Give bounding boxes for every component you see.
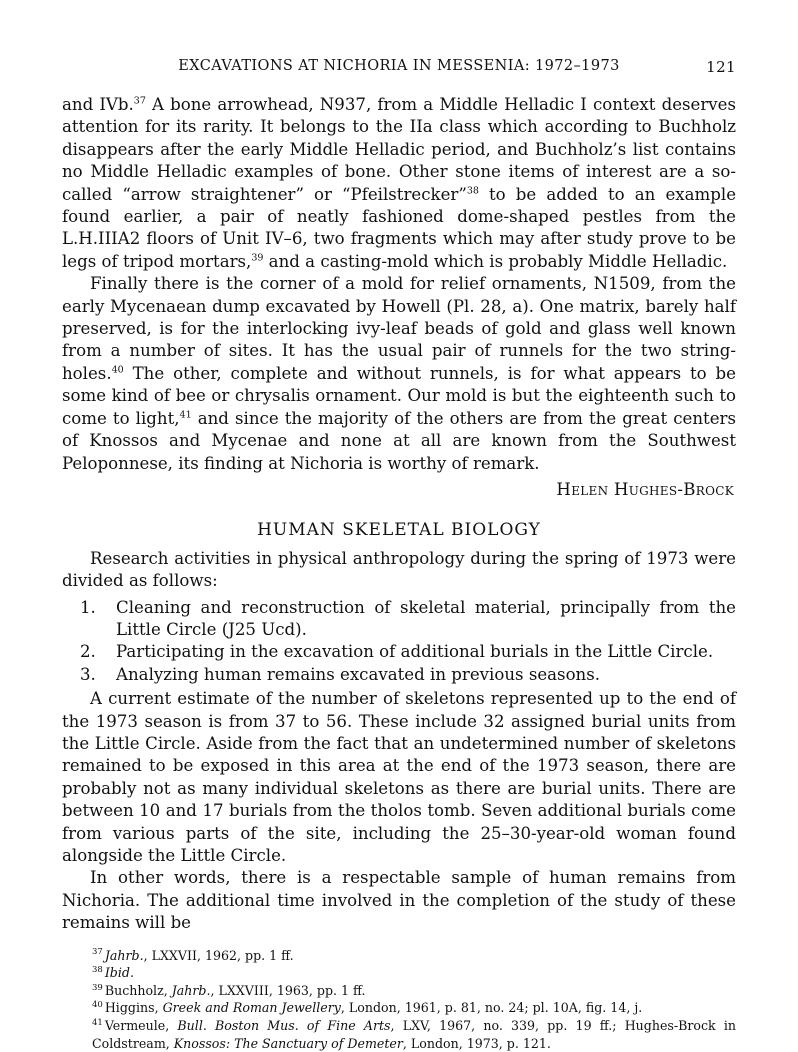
list-text: Cleaning and reconstruction of skeletal material, principally from the Little Circle (J25 Ucd). bbox=[116, 597, 736, 639]
footnote-italic: Greek and Roman Jewellery bbox=[162, 1000, 341, 1016]
footnote-text: Higgins, bbox=[104, 1000, 163, 1016]
footnote-text: , LXXVII, 1962, pp. 1 ff. bbox=[143, 947, 294, 963]
footnote-ref: 37 bbox=[133, 95, 146, 107]
text-run: The other, complete and without runnels, is for what appears to be some kind of bee or chrysalis ornament. Our mold is but the eighteenth such to come to light, bbox=[62, 363, 736, 428]
author-signature: Helen Hughes-Brock bbox=[556, 479, 734, 499]
running-head bbox=[62, 50, 736, 74]
footnote-ref: 41 bbox=[179, 409, 192, 421]
text-run: and IVb. bbox=[62, 95, 134, 114]
footnote-mark: 41 bbox=[92, 1017, 103, 1028]
running-head-title: EXCAVATIONS AT NICHORIA IN MESSENIA: 1972–1973 bbox=[178, 58, 620, 74]
footnote-text: Vermeule, bbox=[104, 1018, 178, 1033]
paragraph: Research activities in physical anthropology during the spring of 1973 were divided as follows: bbox=[62, 548, 736, 591]
list-item bbox=[80, 664, 736, 686]
text-run: and since the majority of the others are from the great centers of Knossos and Mycenae and none at all are known from the Southwest Peloponnese, its finding at Nichoria is worthy of remark. bbox=[62, 408, 736, 473]
footnote bbox=[62, 982, 736, 1000]
footnote-mark: 37 bbox=[92, 947, 103, 958]
text-run: A bone arrowhead, N937, from a Middle Helladic I context deserves attention for its rarity. It belongs to the IIa class which according to Buchholz disappears after the early Middle Helladic period, and Buchholz’s list contains no Middle Helladic examples of bone. Other stone items of interest are a so-called “arrow straightener” or “Pfeilstrecker” bbox=[62, 95, 736, 204]
footnote-mark: 39 bbox=[92, 982, 103, 993]
footnote-text: , London, 1961, p. 81, no. 24; pl. 10A, fig. 14, j. bbox=[340, 1000, 643, 1016]
list-text: Analyzing human remains excavated in previous seasons. bbox=[116, 664, 601, 684]
paragraph bbox=[62, 273, 736, 475]
footnote-mark: 38 bbox=[92, 965, 103, 976]
footnotes bbox=[62, 947, 736, 1052]
footnote bbox=[62, 964, 736, 982]
page bbox=[62, 50, 736, 1052]
footnote-text: , LXXVIII, 1963, pp. 1 ff. bbox=[210, 982, 366, 998]
text-run: and a casting-mold which is probably Middle Helladic. bbox=[263, 251, 728, 271]
footnote-italic: Jahrb. bbox=[104, 947, 144, 963]
list-number: 3. bbox=[80, 664, 96, 684]
list-item bbox=[80, 641, 736, 663]
list-number: 2. bbox=[80, 642, 96, 662]
list-text: Participating in the excavation of additional burials in the Little Circle. bbox=[116, 642, 714, 662]
footnote bbox=[62, 947, 736, 965]
footnote-ref: 40 bbox=[111, 364, 124, 376]
footnote bbox=[62, 999, 736, 1017]
footnote-ref: 38 bbox=[466, 185, 479, 197]
footnote-italic: Bull. Boston Mus. of Fine Arts bbox=[177, 1018, 391, 1033]
paragraph bbox=[62, 94, 736, 273]
footnote-text: , LXV, 1967, no. 339, pp. 19 ff.; Hughes-Brock in Coldstream, bbox=[92, 1018, 736, 1051]
paragraph: In other words, there is a respectable sample of human remains from Nichoria. The additional time involved in the completion of the study of these remains will be bbox=[62, 868, 736, 933]
paragraph: A current estimate of the number of skeletons represented up to the end of the 1973 season is from 37 to 56. These include 32 assigned burial units from the Little Circle. Aside from the fact that an undetermined number of skeletons remained to be exposed in this area at the end of the 1973 season, there are probably not as many individual skeletons as there are burial units. There are between 10 and 17 burials from the tholos tomb. Seven additional burials come from various parts of the site, including the 25–30-year-old woman found alongside the Little Circle. bbox=[62, 689, 736, 865]
footnote-italic: Jahrb. bbox=[171, 982, 211, 998]
list-number: 1. bbox=[80, 597, 96, 617]
footnote-mark: 40 bbox=[92, 1000, 103, 1011]
list-item bbox=[80, 597, 736, 642]
page-number: 121 bbox=[706, 58, 736, 76]
footnote bbox=[62, 1017, 736, 1052]
footnote-italic: Knossos: The Sanctuary of Demeter bbox=[173, 1035, 403, 1051]
section-heading: HUMAN SKELETAL BIOLOGY bbox=[257, 520, 541, 541]
body-text bbox=[62, 94, 736, 935]
footnote-text: , London, 1973, p. 121. bbox=[402, 1035, 551, 1051]
footnote-italic: Ibid. bbox=[104, 965, 134, 981]
text-run: to be added to an example found earlier, a pair of neatly fashioned dome-shaped pestles from the L.H.IIIA2 floors of Unit IV–6, two fragments which may after study prove to be legs of tripod mortars, bbox=[62, 184, 737, 271]
text-run: Finally there is the corner of a mold for relief ornaments, N1509, from the early Mycenaean dump excavated by Howell (Pl. 28, a). One matrix, barely half preserved, is for the interlocking ivy-leaf beads of gold and glass well known from a number of sites. It has the usual pair of runnels for the two string-holes. bbox=[62, 274, 736, 383]
numbered-list bbox=[62, 597, 736, 687]
footnote-ref: 39 bbox=[251, 252, 264, 264]
footnote-text: Buchholz, bbox=[104, 982, 172, 998]
